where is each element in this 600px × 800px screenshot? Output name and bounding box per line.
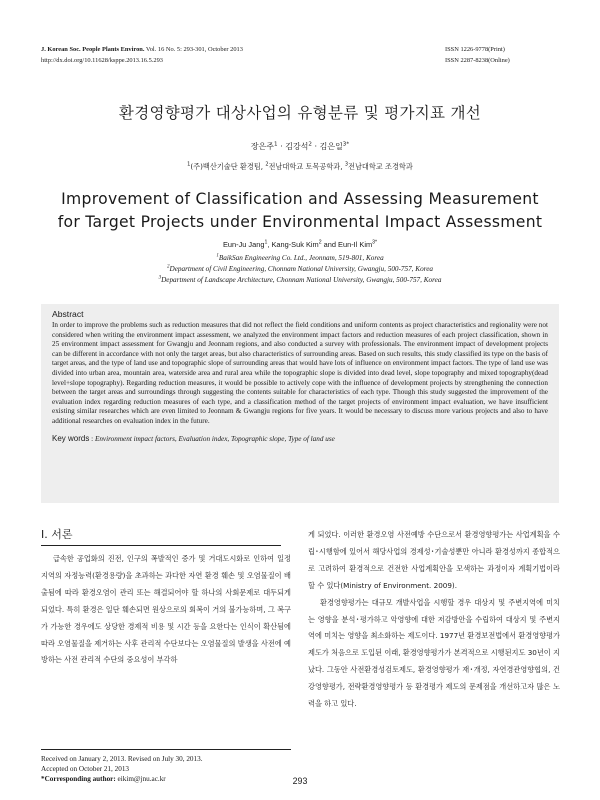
english-affil-2-text: Department of Civil Engineering, Chonnam National University, Gwangju, 500-757, Korea [169, 264, 433, 273]
abstract-text: In order to improve the problems such as reduction measures that did not reflect the field conditions and uniform contents as project characteristics and regionality were not considered when writing the environment impact assessment, we analyzed the environment impact factors and reduction measures of each project classification, shown in 25 environment impact assessment for Gwangju and Jeonnam regions, and also conducted a survey with professionals. The environment impact of development projects can be different in accordance with not only the target areas, but also characteristics of surrounding areas. Based on such results, this study classified its type on the basis of target areas, and the type of land use and topographic slope of surrounding areas that would have lots of influence on environment impact factors. The type of land use was divided into urban area, mountain area, waterside area and rural area while the topographic slope is divided into dead level, slope topography and mixed topography(dead level+slope topography). Regarding reduction measures, it would be possible to actively cope with the influence of development projects by strengthening the connection between the target areas and surroundings through suggesting the contents suitable for characteristics of each type. Though this study suggested the improvement of the evaluation index regarding reduction measures of each type, and a classification method of the target projects of environment impact evaluation, we have insufficient existing similar researches which are even limited to Jeonnam & Gwangju regions for five years. It would be necessary to discuss more various projects and also to have additional researches on evaluation index in the future. [52, 321, 548, 425]
intro-paragraph-1-continued: 게 되었다. 이러한 환경오염 사전예방 수단으로서 환경영향평가는 사업계획을 수립･시행함에 있어서 해당사업의 경제성･기술성뿐만 아니라 환경성까지 종합적으로 고려하여 환경적으로 건전한 사업계획안을 모색하는 과정이자 계획기법이라 할 수 있다(Ministry of Environment. 2009). [308, 530, 560, 590]
english-author-2-sup: 2 [318, 239, 322, 246]
body-column-left [41, 551, 291, 669]
keywords-list: Environment impact factors, Evaluation index, Topographic slope, Type of land use [94, 434, 335, 443]
english-affil-1 [0, 253, 600, 264]
english-title-line-1: Improvement of Classification and Assessing Measurement [61, 190, 539, 208]
intro-paragraph-2: 환경영향평가는 대규모 개발사업을 시행할 경우 대상지 및 주변지역에 미치는 영향을 분석･평가하고 악영향에 대한 저감방안을 수립하여 대상지 및 주변지역에 미치는 영향을 최소화하는 제도이다. 1977년 환경보전법에서 환경영향평가제도가 처음으로 도입된 이래, 환경영향평가가 본격적으로 시행된지도 30년이 지났다. 그동안 사전환경성검토제도, 환경영향평가 재･개정, 자연경관영향협의, 건강영향평가, 전략환경영향평가 등 환경평가 제도의 문제점을 개선하고자 많은 노력을 하고 있다. [308, 597, 560, 709]
abstract-box [41, 304, 559, 503]
korean-title: 환경영향평가 대상사업의 유형분류 및 평가지표 개선 [118, 104, 482, 122]
keywords-line [52, 434, 548, 443]
author-separator: and [321, 240, 339, 249]
author-separator: · [277, 142, 286, 151]
korean-affil-2-sup: 2 [265, 161, 269, 168]
korean-authors [0, 141, 600, 152]
body-column-right [308, 527, 560, 713]
english-affil-3 [0, 275, 600, 286]
english-author-1-sup: 1 [264, 239, 268, 246]
english-affil-3-sup: 3 [158, 275, 162, 281]
issn-print: ISSN 1226-9778(Print) [445, 46, 505, 53]
issn-online: ISSN 2287-8238(Online) [445, 57, 510, 64]
accepted-date: Accepted on October 21, 2013 [41, 765, 130, 774]
english-author-1: Eun-Ju Jang [222, 240, 265, 249]
author-separator: , [267, 240, 272, 249]
korean-author-2: 김강석 [285, 142, 309, 151]
abstract-heading: Abstract [52, 309, 84, 319]
page-number: 293 [292, 776, 308, 786]
korean-author-3: 김은일 [319, 142, 343, 151]
journal-citation [41, 44, 243, 55]
english-affil-1-text: BaikSan Engineering Co. Ltd., Jeonnam, 519-801, Korea [218, 254, 384, 262]
received-date: Received on January 2, 2013. Revised on July 30, 2013. [41, 755, 203, 763]
english-affiliations [0, 253, 600, 285]
section-heading-introduction: Ⅰ. 서론 [41, 526, 281, 546]
english-affil-3-text: Department of Landscape Architecture, Chonnam National University, Gwangju, 500-757, Korea [161, 275, 442, 284]
doi-link[interactable]: http://dx.doi.org/10.11628/ksppe.2013.16.5.293 [41, 57, 163, 64]
author-separator: · [311, 142, 320, 151]
korean-author-1: 장은주 [250, 142, 275, 151]
korean-affiliations [0, 162, 600, 172]
korean-affil-3-sup: 3 [344, 161, 349, 168]
korean-author-2-sup: 2 [308, 141, 312, 148]
keywords-separator: : [89, 434, 95, 443]
korean-author-1-sup: 1 [274, 141, 278, 148]
english-affil-2 [0, 264, 600, 275]
journal-details: Vol. 16 No. 5: 293-301, October 2013 [144, 46, 243, 53]
korean-affil-3: 전남대학교 조경학과 [348, 162, 413, 171]
korean-affil-1: (주)백산기술단 환경팀, [190, 162, 266, 171]
english-author-3: Eun-Il Kim [338, 240, 373, 249]
english-author-2: Kang-Suk Kim [271, 240, 319, 249]
english-affil-1-sup: 1 [216, 253, 219, 259]
korean-author-3-sup: 3* [342, 141, 350, 148]
intro-paragraph-1: 급속한 공업화의 진전, 인구의 폭발적인 증가 및 거대도시화로 인하여 일정 지역의 자정능력(환경용량)을 초과하는 과다한 자연 환경 훼손 및 오염물질이 배출됨에 따라 환경오염이 관리 또는 해결되어야 할 하나의 사회문제로 대두되게 되었다. 특히 환경은 일단 훼손되면 원상으로의 회복이 거의 불가능하며, 그 복구가 가능한 경우에도 상당한 경제적 비용 및 시간 등을 요한다는 인식이 확산됨에 따라 오염물질을 제거하는 사후 관리적 수단보다는 오염물질의 발생을 사전에 예방하는 사전 관리적 수단의 중요성이 부각하 [41, 554, 291, 665]
korean-affil-1-sup: 1 [187, 161, 191, 168]
journal-header [41, 44, 243, 66]
keywords-label: Key words [52, 433, 90, 443]
english-title-line-2: for Target Projects under Environmental Impact Assessment [57, 213, 543, 231]
journal-name: J. Korean Soc. People Plants Environ. [41, 46, 145, 53]
issn-block [445, 44, 510, 66]
english-affil-2-sup: 2 [167, 264, 170, 270]
english-title [0, 188, 600, 234]
english-authors [0, 240, 600, 249]
english-author-3-sup: 3* [372, 239, 378, 246]
corresponding-author-email[interactable]: eikim@jnu.ac.kr [115, 775, 166, 784]
korean-affil-2: 전남대학교 토목공학과, [268, 162, 345, 171]
corresponding-author-label: *Corresponding author: [41, 775, 116, 784]
